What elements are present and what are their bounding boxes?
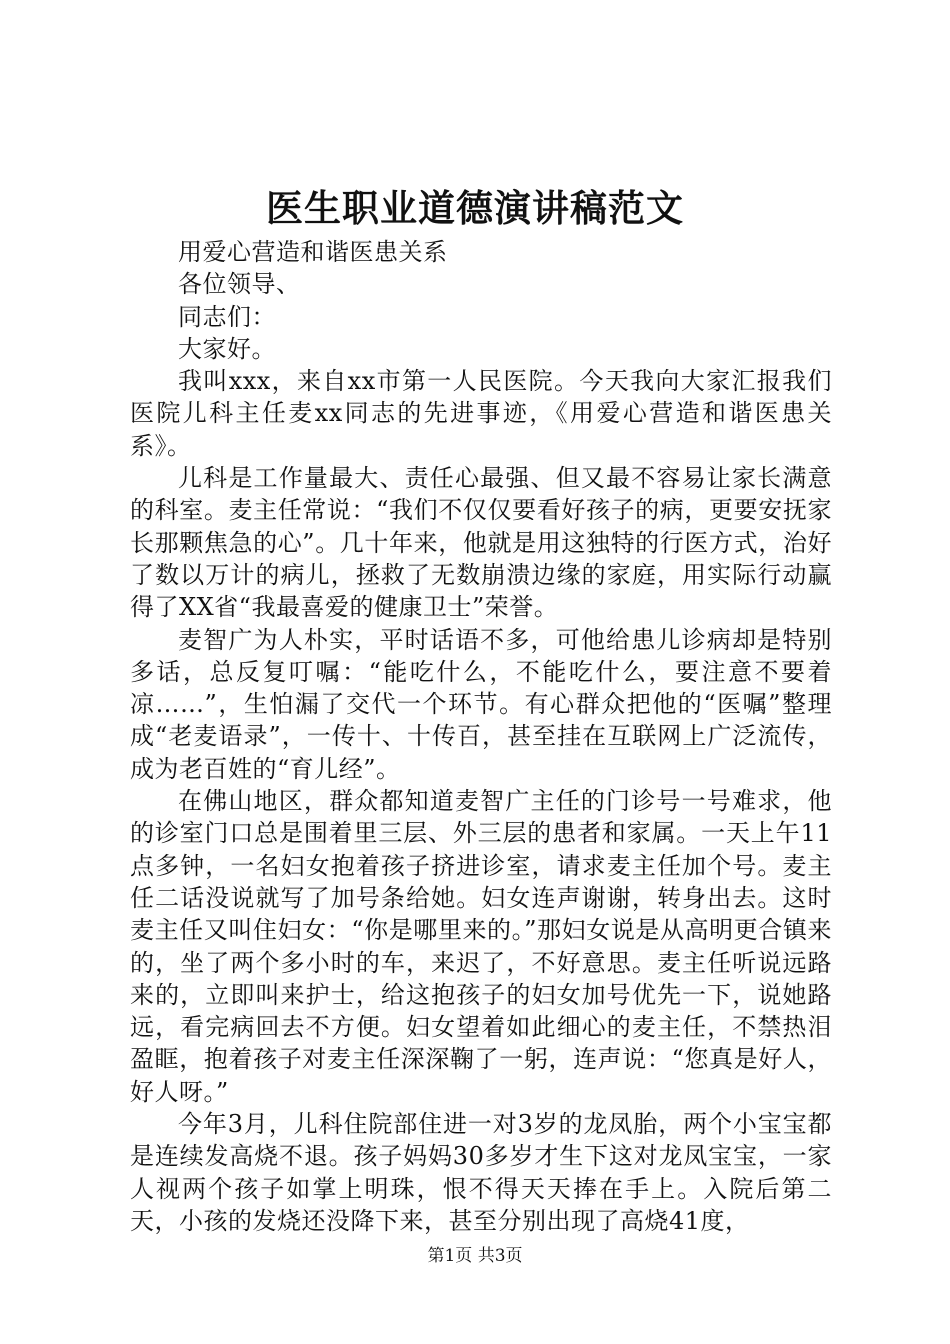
page-number: 第1页 共3页 [427, 1246, 523, 1266]
speech-subtitle: 用爱心营造和谐医患关系 [178, 238, 448, 266]
paragraph-pediatrics: 儿科是工作量最大、责任心最强、但又最不容易让家长满意的科室。麦主任常说：“我们不仅仅要看好孩子的病，更要安抚家长那颗焦急的心”。几十年来，他就是用这独特的行医方式，治好了数以万计的病儿，拯救了无数崩溃边缘的家庭，用实际行动赢得了XX省“我最喜爱的健康卫士”荣誉。 [130, 464, 832, 622]
document-body [130, 236, 832, 1237]
paragraph-intro: 我叫xxx，来自xx市第一人民医院。今天我向大家汇报我们医院儿科主任麦xx同志的先进事迹，《用爱心营造和谐医患关系》。 [130, 367, 832, 460]
paragraph-advice: 麦智广为人朴实，平时话语不多，可他给患儿诊病却是特别多话，总反复叮嘱：“能吃什么，不能吃什么，要注意不要着凉……”，生怕漏了交代一个环节。有心群众把他的“医嘱”整理成“老麦语录”，一传十、十传百，甚至挂在互联网上广泛流传，成为老百姓的“育儿经”。 [130, 625, 832, 783]
greeting: 大家好。 [178, 334, 276, 363]
document-title: 医生职业道德演讲稿范文 [266, 186, 684, 230]
salutation-comrades: 同志们： [178, 302, 276, 331]
paragraph-foshan: 在佛山地区，群众都知道麦智广主任的门诊号一号难求，他的诊室门口总是围着里三层、外三层的患者和家属。一天上午11点多钟，一名妇女抱着孩子挤进诊室，请求麦主任加个号。麦主任二话没说就写了加号条给她。妇女连声谢谢，转身出去。这时麦主任又叫住妇女：“你是哪里来的。”那妇女说是从高明更合镇来的，坐了两个多小时的车，来迟了，不好意思。麦主任听说远路来的，立即叫来护士，给这抱孩子的妇女加号优先一下，说她路远，看完病回去不方便。妇女望着如此细心的麦主任，不禁热泪盈眶，抱着孩子对麦主任深深鞠了一躬，连声说：“您真是好人，好人呀。” [130, 787, 832, 1106]
paragraph-twins: 今年3月，儿科住院部住进一对3岁的龙凤胎，两个小宝宝都是连续发高烧不退。孩子妈妈30多岁才生下这对龙凤宝宝，一家人视两个孩子如掌上明珠，恨不得天天捧在手上。入院后第二天，小孩的发烧还没降下来，甚至分别出现了高烧41度， [130, 1110, 832, 1235]
salutation-leaders: 各位领导、 [178, 270, 301, 299]
